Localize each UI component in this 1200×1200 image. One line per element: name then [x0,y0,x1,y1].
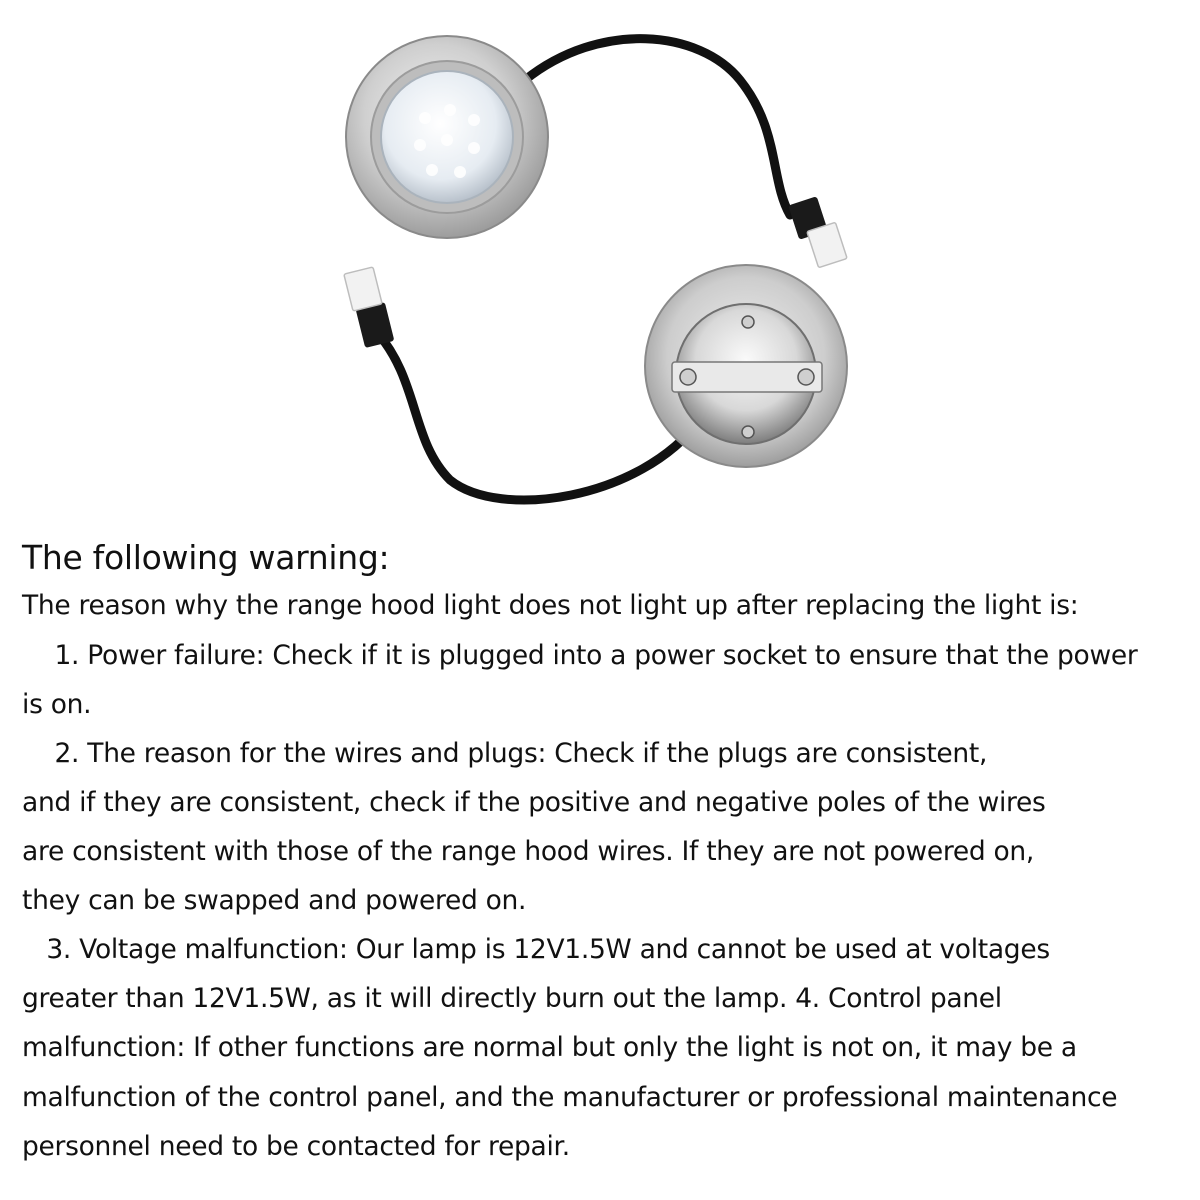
product-photo [0,0,1200,530]
warning-line: malfunction: If other functions are normal but only the light is not on, it may be a [22,1032,1077,1063]
warning-line: 3. Voltage malfunction: Our lamp is 12V1.5W and cannot be used at voltages [22,934,1050,965]
warning-line: is on. [22,689,92,720]
warning-line: 1. Power failure: Check if it is plugged into a power socket to ensure that the power [22,640,1138,671]
warning-line: they can be swapped and powered on. [22,885,527,916]
warning-heading: The following warning: [22,538,390,577]
warning-line: malfunction of the control panel, and the manufacturer or professional maintenance [22,1082,1118,1113]
warning-line: greater than 12V1.5W, as it will directly burn out the lamp. 4. Control panel [22,983,1002,1014]
warning-line: and if they are consistent, check if the positive and negative poles of the wires [22,787,1046,818]
lamp-front-view [346,36,847,268]
warning-line: The reason why the range hood light does not light up after replacing the light is: [22,590,1079,621]
warning-line: 2. The reason for the wires and plugs: Check if the plugs are consistent, [22,738,988,769]
lamp-back-view [344,265,847,500]
warning-line: are consistent with those of the range hood wires. If they are not powered on, [22,836,1035,867]
warning-line: personnel need to be contacted for repair. [22,1131,570,1162]
